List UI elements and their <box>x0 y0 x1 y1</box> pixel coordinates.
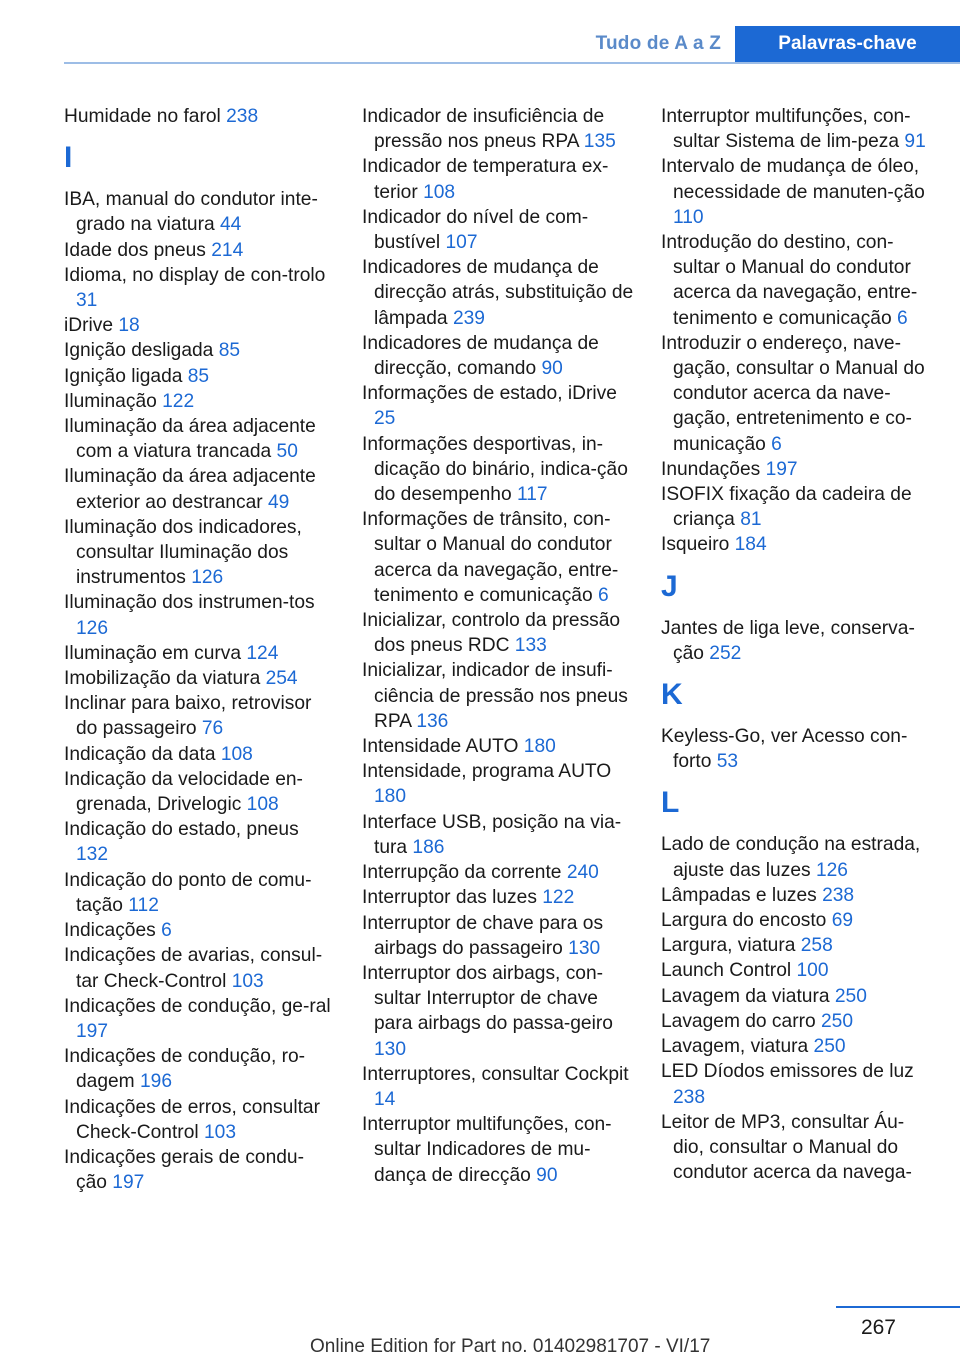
page-reference-link[interactable]: 69 <box>831 910 854 932</box>
index-entry <box>362 734 634 759</box>
index-entry-text: Indicação da velocidade en‐grenada, Drivelogic <box>64 768 303 816</box>
page-reference-link[interactable]: 108 <box>423 181 456 203</box>
index-entry <box>661 984 933 1009</box>
index-entry <box>64 515 334 591</box>
page-reference-link[interactable]: 239 <box>452 307 485 329</box>
page-reference-link[interactable]: 44 <box>220 214 242 236</box>
index-entry <box>64 414 334 464</box>
page-reference-link[interactable]: 238 <box>673 1086 706 1108</box>
page-reference-link[interactable]: 250 <box>813 1036 846 1058</box>
index-entry-text: Interruptor multifunções, con‐sultar Indicadores de mu‐dança de direcção <box>362 1114 612 1186</box>
section-tab[interactable]: Tudo de A a Z <box>595 33 721 54</box>
index-column-1 <box>64 104 334 1195</box>
page-reference-link[interactable]: 122 <box>162 390 195 412</box>
index-entry-text: Humidade no farol <box>64 106 221 127</box>
page-reference-link[interactable]: 6 <box>598 584 609 606</box>
index-entry <box>64 104 334 129</box>
edition-watermark: Online Edition for Part no. 01402981707 - VI/17 <box>310 1336 711 1357</box>
index-entry <box>64 590 334 640</box>
index-entry <box>362 911 634 961</box>
index-entry-text: LED Díodos emissores de luz <box>661 1061 914 1083</box>
index-entry <box>661 1034 933 1059</box>
page-reference-link[interactable]: 126 <box>191 567 224 589</box>
index-entry-text: Introdução do destino, con‐sultar o Manual do condutor acerca da navegação, entre‐tenimento e comunicação <box>661 232 918 329</box>
index-entry-text: iDrive <box>64 315 114 337</box>
page-reference-link[interactable]: 50 <box>276 441 298 463</box>
page-reference-link[interactable]: 258 <box>800 935 833 957</box>
page-number: 267 <box>860 1316 896 1339</box>
index-entry <box>64 364 334 389</box>
index-entry-text: Informações de trânsito, con‐sultar o Manual do condutor acerca da navegação, entre‐tenimento e comunicação <box>362 509 619 606</box>
index-entry <box>661 832 933 882</box>
index-entry <box>661 883 933 908</box>
index-entry-text: Indicador do nível de com‐bustível <box>362 206 589 254</box>
index-entry-text: Interruptor multifunções, con‐sultar Sistema de lim‐peza <box>661 106 911 153</box>
page-reference-link[interactable]: 197 <box>765 458 798 480</box>
index-entry-text: Launch Control <box>661 960 792 982</box>
page-reference-link[interactable]: 126 <box>815 859 848 881</box>
index-entry <box>661 457 933 482</box>
index-entry <box>362 154 634 204</box>
page-reference-link[interactable]: 130 <box>568 937 601 959</box>
page-reference-link[interactable]: 91 <box>904 131 926 153</box>
index-entry <box>661 616 933 666</box>
index-entry-text: Iluminação da área adjacente com a viatura trancada <box>64 416 316 463</box>
index-entry-text: Indicações de erros, consultar Check-Control <box>64 1096 320 1143</box>
index-entry-text: Intervalo de mudança de óleo, necessidade de manuten‐ção <box>661 156 925 203</box>
index-entry-text: Idade dos pneus <box>64 239 206 261</box>
header-tabs <box>582 26 960 62</box>
page-reference-link[interactable]: 85 <box>218 340 241 362</box>
index-entry <box>362 885 634 910</box>
index-column-2 <box>362 104 634 1188</box>
footer-divider <box>836 1306 960 1308</box>
index-entry <box>362 205 634 255</box>
index-entry-text: Indicações de avarias, consul‐tar Check-Control <box>64 945 323 992</box>
index-entry-text: Lado de condução na estrada, ajuste das luzes <box>661 834 921 881</box>
index-entry-text: Largura, viatura <box>661 935 796 957</box>
index-entry <box>661 331 933 457</box>
page-reference-link[interactable]: 90 <box>541 358 563 380</box>
index-entry <box>661 1110 933 1186</box>
index-entry-text: Keyless-Go, ver Acesso con‐forto <box>661 726 908 773</box>
keywords-tab[interactable]: Palavras-chave <box>735 26 960 62</box>
index-entry <box>661 482 933 532</box>
index-entry-text: Indicação da data <box>64 743 216 765</box>
index-entry-text: Imobilização da viatura <box>64 668 261 690</box>
index-entry-text: Intensidade, programa AUTO <box>362 761 612 783</box>
index-entry <box>64 666 334 691</box>
page-reference-link[interactable]: 180 <box>374 786 407 808</box>
page-reference-link[interactable]: 14 <box>374 1088 396 1110</box>
index-entry-text: Jantes de liga leve, conserva‐ção <box>661 617 915 664</box>
index-entry-text: Introduzir o endereço, nave‐gação, consultar o Manual do condutor acerca da nave‐gação, entretenimento e co‐municação <box>661 332 925 455</box>
index-entry <box>362 507 634 608</box>
index-entry <box>661 532 933 557</box>
page-reference-link[interactable]: 196 <box>140 1071 173 1093</box>
index-entry <box>362 1062 634 1112</box>
index-entry <box>362 759 634 809</box>
index-entry <box>661 908 933 933</box>
index-letter-heading: J <box>661 569 678 603</box>
index-entry-text: Indicador de temperatura ex‐terior <box>362 156 609 203</box>
index-entry <box>661 1009 933 1034</box>
index-entry-text: Idioma, no display de con‐trolo <box>64 264 326 286</box>
index-entry-text: Indicadores de mudança de direcção atrás, substituição de lâmpada <box>362 257 634 329</box>
index-entry-text: Interruptor de chave para os airbags do passageiro <box>362 912 604 959</box>
index-entry <box>64 943 334 993</box>
page-reference-link[interactable]: 53 <box>716 751 739 773</box>
index-entry-text: Intensidade AUTO <box>362 736 519 758</box>
page-reference-link[interactable]: 110 <box>673 206 704 228</box>
index-entry-text: Iluminação dos instrumen‐tos <box>64 592 315 614</box>
index-entry-text: Interruptor dos airbags, con‐sultar Interruptor de chave para airbags do passa‐geiro <box>362 962 613 1035</box>
index-entry-text: Indicações gerais de condu‐ção <box>64 1146 304 1194</box>
index-entry <box>64 338 334 363</box>
index-entry <box>661 958 933 983</box>
page-reference-link[interactable]: 117 <box>516 484 548 506</box>
index-entry <box>661 230 933 331</box>
page-reference-link[interactable]: 81 <box>740 509 762 531</box>
index-entry-text: Interruptor das luzes <box>362 887 537 909</box>
index-entry <box>661 104 933 154</box>
page-reference-link[interactable]: 238 <box>822 884 855 906</box>
index-entry-text: Lavagem do carro <box>661 1010 816 1032</box>
page-reference-link[interactable]: 184 <box>734 534 767 556</box>
page-reference-link[interactable]: 186 <box>412 836 445 858</box>
index-entry-text: Informações de estado, iDrive <box>362 383 617 405</box>
page-reference-link[interactable]: 31 <box>76 290 98 312</box>
page-reference-link[interactable]: 130 <box>374 1038 407 1060</box>
index-entry <box>64 464 334 514</box>
index-entry <box>362 961 634 1062</box>
index-entry <box>64 994 334 1044</box>
index-entry-text: Interrupção da corrente <box>362 862 562 884</box>
index-entry <box>362 860 634 885</box>
index-entry <box>362 658 634 734</box>
index-entry-text: Indicador de insuficiência de pressão nos pneus RPA <box>362 106 605 153</box>
index-entry-text: Informações desportivas, in‐dicação do binário, indica‐ção do desempenho <box>362 433 628 506</box>
page-reference-link[interactable]: 85 <box>187 365 210 387</box>
page-reference-link[interactable]: 18 <box>118 315 140 337</box>
index-letter-heading: L <box>661 786 680 820</box>
index-entry <box>661 1059 933 1109</box>
index-entry <box>64 817 334 867</box>
page-reference-link[interactable]: 197 <box>112 1172 145 1194</box>
index-entry-text: Iluminação da área adjacente exterior ao destrancar <box>64 466 316 513</box>
page-reference-link[interactable]: 103 <box>231 970 264 992</box>
index-entry-text: Lavagem da viatura <box>661 985 830 1007</box>
index-entry <box>64 313 334 338</box>
index-entry <box>661 933 933 958</box>
page-reference-link[interactable]: 135 <box>583 131 616 153</box>
index-entry-text: Ignição ligada <box>64 365 183 387</box>
index-entry-text: Inundações <box>661 458 761 480</box>
header-divider <box>64 62 960 64</box>
page-reference-link[interactable]: 214 <box>211 239 244 261</box>
index-entry-text: Indicações <box>64 920 156 942</box>
page-reference-link[interactable]: 136 <box>416 710 449 732</box>
index-entry-text: Leitor de MP3, consultar Áu‐dio, consultar o Manual do condutor acerca da navega‐ <box>661 1111 912 1184</box>
page-reference-link[interactable]: 250 <box>821 1010 854 1032</box>
index-letter-heading: K <box>661 678 683 712</box>
page-reference-link[interactable]: 126 <box>76 617 109 639</box>
index-entry <box>64 918 334 943</box>
index-entry-text: Iluminação dos indicadores, consultar Iluminação dos instrumentos <box>64 516 302 589</box>
page-reference-link[interactable]: 107 <box>445 232 478 254</box>
index-entry <box>64 1044 334 1094</box>
index-entry-text: Indicação do estado, pneus <box>64 819 299 841</box>
index-entry-text: IBA, manual do condutor inte‐grado na viatura <box>64 189 318 236</box>
page-reference-link[interactable]: 25 <box>374 408 396 430</box>
page-reference-link[interactable]: 238 <box>226 106 259 127</box>
index-entry <box>64 767 334 817</box>
index-entry <box>64 742 334 767</box>
index-column-3 <box>661 104 933 1185</box>
page-reference-link[interactable]: 252 <box>709 642 742 664</box>
page-reference-link[interactable]: 6 <box>161 920 172 942</box>
index-entry-text: Interruptores, consultar Cockpit <box>362 1063 629 1085</box>
index-entry-text: Indicações de condução, ro‐dagem <box>64 1046 306 1093</box>
index-entry-text: ISOFIX fixação da cadeira de criança <box>661 484 912 531</box>
page-reference-link[interactable]: 124 <box>246 642 279 664</box>
index-entry <box>661 154 933 230</box>
index-entry-text: Lâmpadas e luzes <box>661 884 817 906</box>
index-entry <box>362 432 634 508</box>
index-entry-text: Inicializar, controlo da pressão dos pneus RDC <box>362 610 621 657</box>
index-letter-heading: I <box>64 141 73 175</box>
page-reference-link[interactable]: 254 <box>265 668 298 690</box>
index-entry-text: Indicadores de mudança de direcção, comando <box>362 332 599 380</box>
index-entry <box>64 1145 334 1195</box>
index-entry <box>64 187 334 237</box>
index-entry <box>362 1112 634 1188</box>
page-reference-link[interactable]: 6 <box>897 307 908 329</box>
page-reference-link[interactable]: 133 <box>514 635 547 657</box>
index-entry <box>362 255 634 331</box>
index-entry <box>64 238 334 263</box>
index-entry-text: Lavagem, viatura <box>661 1036 809 1058</box>
index-entry-text: Isqueiro <box>661 534 730 556</box>
index-entry <box>362 331 634 381</box>
index-entry-text: Inicializar, indicador de insufi‐ciência de pressão nos pneus RPA <box>362 660 628 732</box>
index-entry <box>64 641 334 666</box>
index-entry-text: Iluminação em curva <box>64 642 242 664</box>
index-entry <box>64 263 334 313</box>
index-entry-text: Interface USB, posição na via‐tura <box>362 811 622 858</box>
index-entry-text: Ignição desligada <box>64 340 214 362</box>
page-reference-link[interactable]: 132 <box>76 844 109 866</box>
page-reference-link[interactable]: 49 <box>267 491 290 513</box>
page-reference-link[interactable]: 180 <box>523 736 556 758</box>
index-entry <box>64 389 334 414</box>
page-reference-link[interactable]: 108 <box>246 794 279 816</box>
page-reference-link[interactable]: 100 <box>796 960 829 982</box>
index-entry <box>362 608 634 658</box>
index-entry-text: Iluminação <box>64 390 157 412</box>
page-reference-link[interactable]: 197 <box>76 1020 109 1042</box>
index-entry <box>362 381 634 431</box>
index-entry-text: Indicação do ponto de comu‐tação <box>64 869 312 916</box>
index-entry <box>661 724 933 774</box>
page-reference-link[interactable]: 103 <box>203 1121 236 1143</box>
index-entry-text: Indicações de condução, ge‐ral <box>64 995 331 1017</box>
index-entry <box>362 810 634 860</box>
index-entry <box>362 104 634 154</box>
index-entry-text: Inclinar para baixo, retrovisor do passageiro <box>64 693 312 740</box>
index-entry <box>64 691 334 741</box>
index-entry <box>64 868 334 918</box>
page-reference-link[interactable]: 250 <box>834 985 867 1007</box>
page-reference-link[interactable]: 76 <box>201 718 224 740</box>
index-entry <box>64 1095 334 1145</box>
page-reference-link[interactable]: 112 <box>128 894 159 916</box>
page-reference-link[interactable]: 108 <box>220 743 253 765</box>
page-reference-link[interactable]: 6 <box>771 433 782 455</box>
index-entry-text: Largura do encosto <box>661 910 827 932</box>
page-reference-link[interactable]: 90 <box>536 1164 558 1186</box>
page-reference-link[interactable]: 240 <box>566 862 599 884</box>
page-reference-link[interactable]: 122 <box>542 887 575 909</box>
